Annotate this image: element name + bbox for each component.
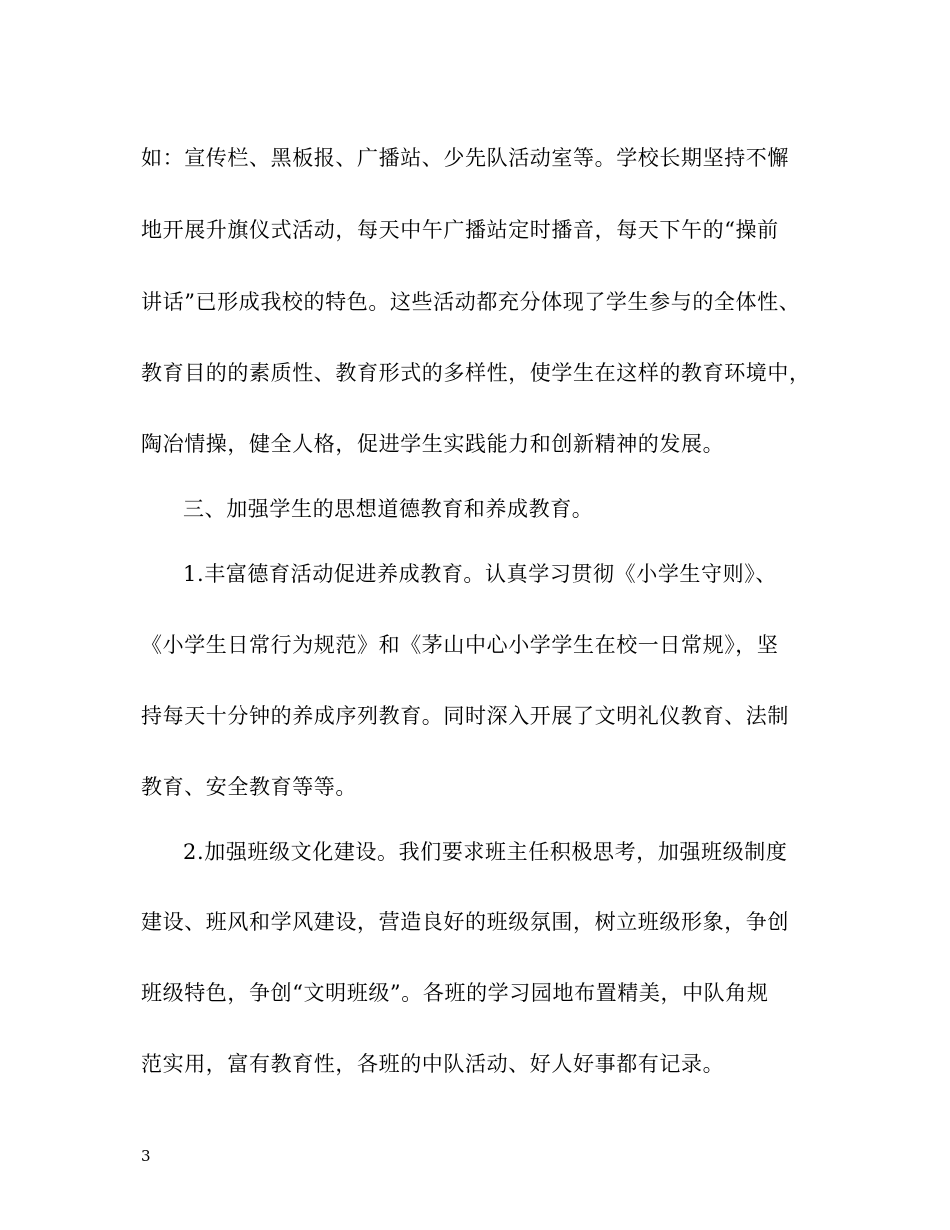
page-number: 3	[141, 1147, 151, 1165]
paragraph-line: 1.丰富德育活动促进养成教育。认真学习贯彻《小学生守则》、	[183, 562, 777, 586]
paragraph-line: 《小学生日常行为规范》和《茅山中心小学学生在校一日常规》，坚	[141, 633, 779, 657]
paragraph-line: 范实用，富有教育性，各班的中队活动、好人好事都有记录。	[141, 1052, 725, 1076]
paragraph-line: 如：宣传栏、黑板报、广播站、少先队活动室等。学校长期坚持不懈	[141, 146, 789, 170]
paragraph-line: 教育、安全教育等等。	[141, 775, 357, 799]
paragraph-line: 讲话”已形成我校的特色。这些活动都充分体现了学生参与的全体性、	[141, 290, 801, 314]
paragraph-line: 陶冶情操，健全人格，促进学生实践能力和创新精神的发展。	[141, 432, 725, 456]
section-heading: 三、加强学生的思想道德教育和养成教育。	[183, 497, 594, 521]
paragraph-line: 地开展升旗仪式活动，每天中午广播站定时播音，每天下午的“操前	[141, 218, 779, 242]
paragraph-line: 班级特色，争创“文明班级”。各班的学习园地布置精美，中队角规	[141, 981, 769, 1005]
paragraph-line: 建设、班风和学风建设，营造良好的班级氛围，树立班级形象，争创	[141, 910, 789, 934]
paragraph-line: 教育目的的素质性、教育形式的多样性，使学生在这样的教育环境中，	[141, 361, 811, 385]
paragraph-line: 2.加强班级文化建设。我们要求班主任积极思考，加强班级制度	[183, 840, 788, 864]
paragraph-line: 持每天十分钟的养成序列教育。同时深入开展了文明礼仪教育、法制	[141, 704, 789, 728]
